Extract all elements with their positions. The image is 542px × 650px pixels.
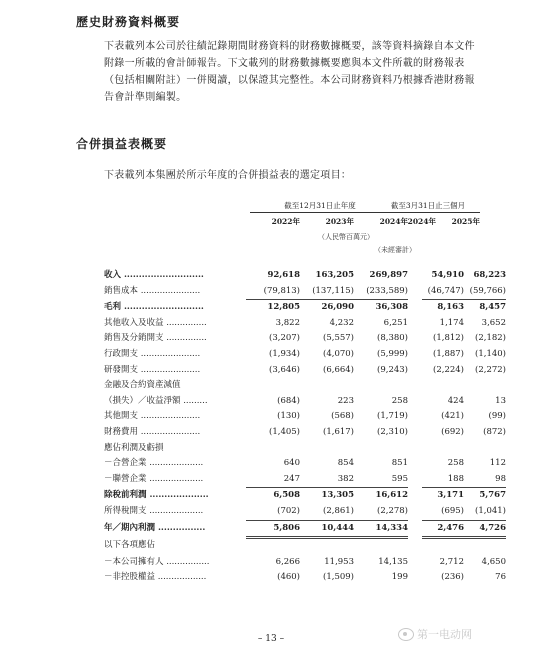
row-value: (2,310) [377, 426, 408, 437]
column-gap [408, 538, 422, 555]
table-row [104, 316, 506, 332]
row-value: (421) [441, 411, 464, 422]
section-paragraph: 下表載列本公司於往績記錄期間財務資料的財務數據概要，該等資料摘錄自本文件附錄一所載的會計師報告。下文載列的財務數據概要應與本文件所載的財務報表（包括相關附註）一併閱讀，以保證其完整性。本公司財務資料乃根據香港財務報告會計準則編製。 [104, 41, 475, 103]
year-header-2023: 2023年 [325, 217, 354, 226]
row-value: 8,163 [422, 300, 464, 316]
row-value: (6,664) [323, 364, 354, 375]
row-value: 14,334 [354, 520, 408, 538]
row-value: (46,747) [427, 285, 464, 296]
row-value: 854 [337, 458, 354, 469]
row-value: (3,207) [269, 333, 300, 344]
row-value: (702) [277, 505, 300, 516]
row-value: (1,041) [475, 505, 506, 516]
table-row [104, 300, 506, 316]
column-gap [408, 520, 422, 538]
row-label: 其他收入及收益 ............... [104, 317, 207, 328]
row-value: 11,953 [324, 556, 354, 567]
row-label: 所得稅開支 .................... [104, 506, 204, 517]
row-label: 研發開支 ...................... [104, 364, 201, 375]
row-value: (59,766) [469, 285, 506, 296]
row-value: 6,508 [246, 488, 300, 504]
row-value: (1,719) [377, 411, 408, 422]
row-label: 應佔利潤及虧損 [104, 442, 164, 453]
row-value: (460) [277, 572, 300, 583]
row-label: 年／期內利潤 ................ [104, 523, 206, 533]
table-row [104, 363, 506, 379]
header-group-annual-rule [250, 212, 394, 213]
row-value: 258 [391, 395, 408, 406]
row-value: (1,140) [475, 348, 506, 359]
row-value [300, 378, 354, 394]
row-label: 收入 ........................... [104, 270, 204, 280]
row-value: 4,726 [464, 520, 506, 538]
column-gap [408, 441, 422, 457]
row-value: 269,897 [369, 270, 408, 280]
column-gap [408, 347, 422, 363]
row-value: 68,223 [473, 270, 506, 280]
watermark [398, 626, 472, 642]
row-value: 223 [337, 395, 354, 406]
row-value: (1,812) [433, 333, 464, 344]
table-row [104, 570, 506, 586]
row-value: (4,070) [323, 348, 354, 359]
table-row [104, 268, 506, 284]
page-number: – 13 – [257, 634, 285, 644]
year-header-2024: 2024年 [379, 217, 408, 226]
row-label: －非控股權益 .................. [104, 572, 207, 583]
table-intro: 下表載列本集團於所示年度的合併損益表的選定項目： [104, 170, 352, 181]
row-label: 金融及合約資產減值 [104, 380, 181, 391]
column-gap [408, 570, 422, 586]
row-value: (1,934) [269, 348, 300, 359]
row-value: 76 [495, 572, 506, 583]
row-value: (233,589) [366, 285, 408, 296]
row-value: (2,278) [377, 505, 408, 516]
row-value: 5,767 [464, 488, 506, 504]
row-value: 3,652 [481, 317, 506, 328]
column-gap [408, 284, 422, 300]
row-value: 36,308 [354, 300, 408, 316]
table-row [104, 331, 506, 347]
row-label: －聯營企業 .................... [104, 473, 204, 484]
row-value: (2,224) [433, 364, 464, 375]
row-value: 13 [495, 395, 506, 406]
row-value: (2,861) [323, 505, 354, 516]
row-label: 銷售及分銷開支 ............... [104, 333, 207, 344]
row-value: (1,617) [323, 426, 354, 437]
row-value: (2,182) [475, 333, 506, 344]
column-gap [408, 394, 422, 410]
table-row [104, 425, 506, 441]
weibo-logo-icon [398, 628, 414, 641]
row-value: (1,509) [323, 572, 354, 583]
row-value: (8,380) [377, 333, 408, 344]
row-value [464, 441, 506, 457]
row-value [422, 378, 464, 394]
table-row [104, 409, 506, 425]
row-value [354, 538, 408, 555]
row-value [246, 538, 300, 555]
column-gap [408, 363, 422, 379]
row-value: 258 [447, 458, 464, 469]
row-value: (1,887) [433, 348, 464, 359]
year-header-2025-q1: 2025年 [451, 217, 480, 226]
header-group-quarter-rule [384, 212, 480, 213]
column-gap [408, 425, 422, 441]
row-value: 2,476 [422, 520, 464, 538]
row-value: 5,806 [246, 520, 300, 538]
row-label: 以下各項應佔 [104, 540, 156, 551]
table-row [104, 504, 506, 520]
row-value: (5,999) [377, 348, 408, 359]
row-value: 54,910 [431, 270, 464, 280]
table-row [104, 488, 506, 504]
row-value [300, 538, 354, 555]
section-title-income-statement: 合併損益表概要 [76, 137, 168, 151]
row-label: 銷售成本 ...................... [104, 285, 201, 296]
row-label: 行政開支 ...................... [104, 348, 201, 359]
row-value: 851 [391, 458, 408, 469]
row-value: 8,457 [464, 300, 506, 316]
row-label: －本公司擁有人 ................ [104, 556, 210, 567]
row-value: 3,822 [275, 317, 300, 328]
row-value: 13,305 [300, 488, 354, 504]
row-value: (130) [277, 411, 300, 422]
row-value: (692) [441, 426, 464, 437]
row-value: 382 [337, 473, 354, 484]
row-label: 除稅前利潤 .................... [104, 490, 209, 501]
row-value: 6,266 [275, 556, 300, 567]
column-gap [408, 504, 422, 520]
row-value: 4,650 [481, 556, 506, 567]
row-value [464, 378, 506, 394]
table-row [104, 378, 506, 394]
row-value: 199 [391, 572, 408, 583]
row-value: 14,135 [378, 556, 408, 567]
row-value: 92,618 [267, 270, 300, 280]
row-label: 其他開支 ...................... [104, 411, 201, 422]
section-title-historical-financial: 歷史財務資料概要 [76, 15, 181, 29]
column-gap [408, 378, 422, 394]
row-value: (2,272) [475, 364, 506, 375]
column-gap [408, 316, 422, 332]
table-row [104, 472, 506, 488]
row-value: (1,405) [269, 426, 300, 437]
row-value: (684) [277, 395, 300, 406]
table-row [104, 284, 506, 300]
row-value: 595 [391, 473, 408, 484]
row-value [300, 441, 354, 457]
row-value: (872) [483, 426, 506, 437]
row-value: 247 [283, 473, 300, 484]
watermark-text: 第一电动网 [417, 628, 472, 641]
row-value [246, 441, 300, 457]
column-gap [408, 456, 422, 472]
row-value: 163,205 [315, 270, 354, 280]
row-label: 毛利 ........................... [104, 301, 204, 312]
column-gap [408, 555, 422, 571]
row-value [354, 441, 408, 457]
column-gap [408, 488, 422, 504]
row-value: 10,444 [300, 520, 354, 538]
row-value: 2,712 [439, 556, 464, 567]
row-label: （損失）／收益淨額 ......... [104, 395, 208, 406]
year-header-2022: 2022年 [271, 217, 300, 226]
row-value: 12,805 [246, 300, 300, 316]
column-gap [408, 409, 422, 425]
table-row [104, 456, 506, 472]
row-value: (236) [441, 572, 464, 583]
row-value: (99) [488, 411, 506, 422]
row-value: 6,251 [383, 317, 408, 328]
unaudited-label: （未經審計） [374, 246, 416, 254]
row-value: 1,174 [439, 317, 464, 328]
column-gap [408, 472, 422, 488]
row-value: (5,557) [323, 333, 354, 344]
row-value [246, 378, 300, 394]
row-label: －合營企業 .................... [104, 458, 204, 469]
header-group-annual: 截至12月31日止年度 [284, 201, 356, 210]
table-row [104, 555, 506, 571]
year-header-2024-q1: 2024年 [407, 217, 436, 226]
table-row [104, 347, 506, 363]
row-value: 26,090 [300, 300, 354, 316]
table-row [104, 520, 506, 538]
row-value: 98 [495, 473, 506, 484]
row-value [354, 378, 408, 394]
row-value: 112 [489, 458, 506, 469]
column-gap [408, 300, 422, 316]
row-value [464, 538, 506, 555]
income-statement-table [104, 268, 506, 586]
row-value: 424 [447, 395, 464, 406]
row-value: (568) [331, 411, 354, 422]
column-gap [408, 331, 422, 347]
row-value: (79,813) [263, 285, 300, 296]
row-value [422, 441, 464, 457]
header-group-quarter: 截至3月31日止三個月 [390, 201, 466, 210]
row-value: (695) [441, 505, 464, 516]
row-label: 財務費用 ...................... [104, 426, 201, 437]
row-value: (137,115) [312, 285, 354, 296]
row-value: 188 [447, 473, 464, 484]
row-value: 16,612 [354, 488, 408, 504]
row-value: (9,243) [377, 364, 408, 375]
unit-label: （人民幣百萬元） [318, 233, 374, 241]
table-row [104, 394, 506, 410]
row-value: 3,171 [422, 488, 464, 504]
row-value: (3,646) [269, 364, 300, 375]
table-row [104, 538, 506, 555]
row-value: 640 [283, 458, 300, 469]
row-value [422, 538, 464, 555]
row-value: 4,232 [329, 317, 354, 328]
table-row [104, 441, 506, 457]
column-gap [408, 268, 422, 284]
